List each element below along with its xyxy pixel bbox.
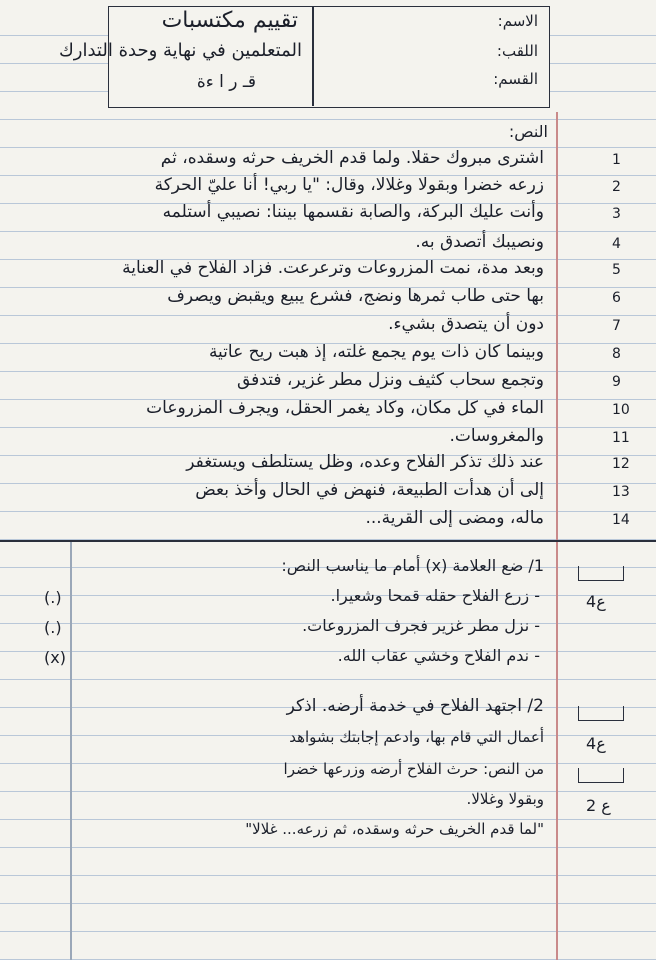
passage-line: وبعد مدة، نمت المزروعات وترعرعت. فزاد الفلاح في العناية <box>122 258 544 278</box>
line-number: 13 <box>612 484 630 500</box>
passage-line: عند ذلك تذكر الفلاح وعده، وظل يستلطف ويستغفر <box>186 452 544 472</box>
line-number: 4 <box>612 236 621 252</box>
question-2-line: 2/ اجتهد الفلاح في خدمة أرضه. اذكر <box>286 696 544 716</box>
line-number: 6 <box>612 290 621 306</box>
line-number: 5 <box>612 262 621 278</box>
score-blank <box>578 706 624 721</box>
line-number: 3 <box>612 206 621 222</box>
passage-line: وأنت عليك البركة، والصابة نقسمها بيننا: نصيبي أستلمه <box>162 202 544 222</box>
answer-mark: (x) <box>44 648 66 667</box>
statement-item: - ندم الفلاح وخشي عقاب الله. <box>337 646 540 665</box>
evaluation-title: تقييم مكتسبات <box>161 8 298 33</box>
passage-line: ماله، ومضى إلى القرية... <box>365 508 544 528</box>
passage-line: إلى أن هدأت الطبيعة، فنهض في الحال وأخذ بعض <box>195 480 544 500</box>
question-1-title: 1/ ضع العلامة (x) أمام ما يناسب النص: <box>281 556 544 575</box>
answer-mark: (.) <box>44 588 62 607</box>
passage-label: النص: <box>508 122 548 141</box>
passage-line: اشترى مبروك حقلا. ولما قدم الخريف حرثه وسقده، ثم <box>160 148 544 168</box>
question-2-line: "لما قدم الخريف حرثه وسقده، ثم زرعه... غلالا" <box>245 820 544 838</box>
passage-line: الماء في كل مكان، وكاد يغمر الحقل، ويجرف المزروعات <box>146 398 544 418</box>
statement-item: - زرع الفلاح حقله قمحا وشعيرا. <box>330 586 540 605</box>
name-label: الاسم: <box>497 12 538 30</box>
line-number: 11 <box>612 430 630 446</box>
header-separator <box>312 6 314 106</box>
line-number: 9 <box>612 374 621 390</box>
passage-line: دون أن يتصدق بشيء. <box>388 314 544 334</box>
line-number: 1 <box>612 152 621 168</box>
score-blank <box>578 566 624 581</box>
line-number: 12 <box>612 456 630 472</box>
question-2-line: أعمال التي قام بها، وادعم إجابتك بشواهد <box>289 728 544 746</box>
question-2-line: من النص: حرث الفلاح أرضه وزرعها خضرا <box>283 760 544 778</box>
question-2-score: 4ع <box>586 734 606 753</box>
line-number: 8 <box>612 346 621 362</box>
surname-label: اللقب: <box>496 42 538 60</box>
line-number: 10 <box>612 402 630 418</box>
line-number: 7 <box>612 318 621 334</box>
question-2-line: وبقولا وغلالا. <box>466 790 544 808</box>
evaluation-subject: قـ ر ا ءة <box>196 72 256 92</box>
passage-line: ونصيبك أتصدق به. <box>415 232 544 252</box>
passage-line: وتجمع سحاب كثيف ونزل مطر غزير، فتدفق <box>236 370 544 390</box>
section-divider <box>0 540 656 542</box>
score-blank <box>578 768 624 783</box>
statement-item: - نزل مطر غزير فجرف المزروعات. <box>302 616 540 635</box>
question-1-score: 4ع <box>586 592 606 611</box>
score-column-line <box>70 540 72 960</box>
passage-line: وبينما كان ذات يوم يجمع غلته، إذ هبت ريح عاتية <box>208 342 544 362</box>
question-2-score-alt: ع 2 <box>586 796 611 815</box>
class-label: القسم: <box>493 70 538 88</box>
line-number: 14 <box>612 512 630 528</box>
passage-line: زرعه خضرا وبقولا وغلالا، وقال: "يا ربي! أنا عليّ الحركة <box>154 175 544 195</box>
margin-line <box>556 112 558 960</box>
line-number: 2 <box>612 179 621 195</box>
evaluation-subtitle: المتعلمين في نهاية وحدة التدارك <box>58 40 302 61</box>
passage-line: بها حتى طاب ثمرها ونضج، فشرع يبيع ويقبض ويصرف <box>167 286 544 306</box>
answer-mark: (.) <box>44 618 62 637</box>
passage-line: والمغروسات. <box>449 426 544 446</box>
